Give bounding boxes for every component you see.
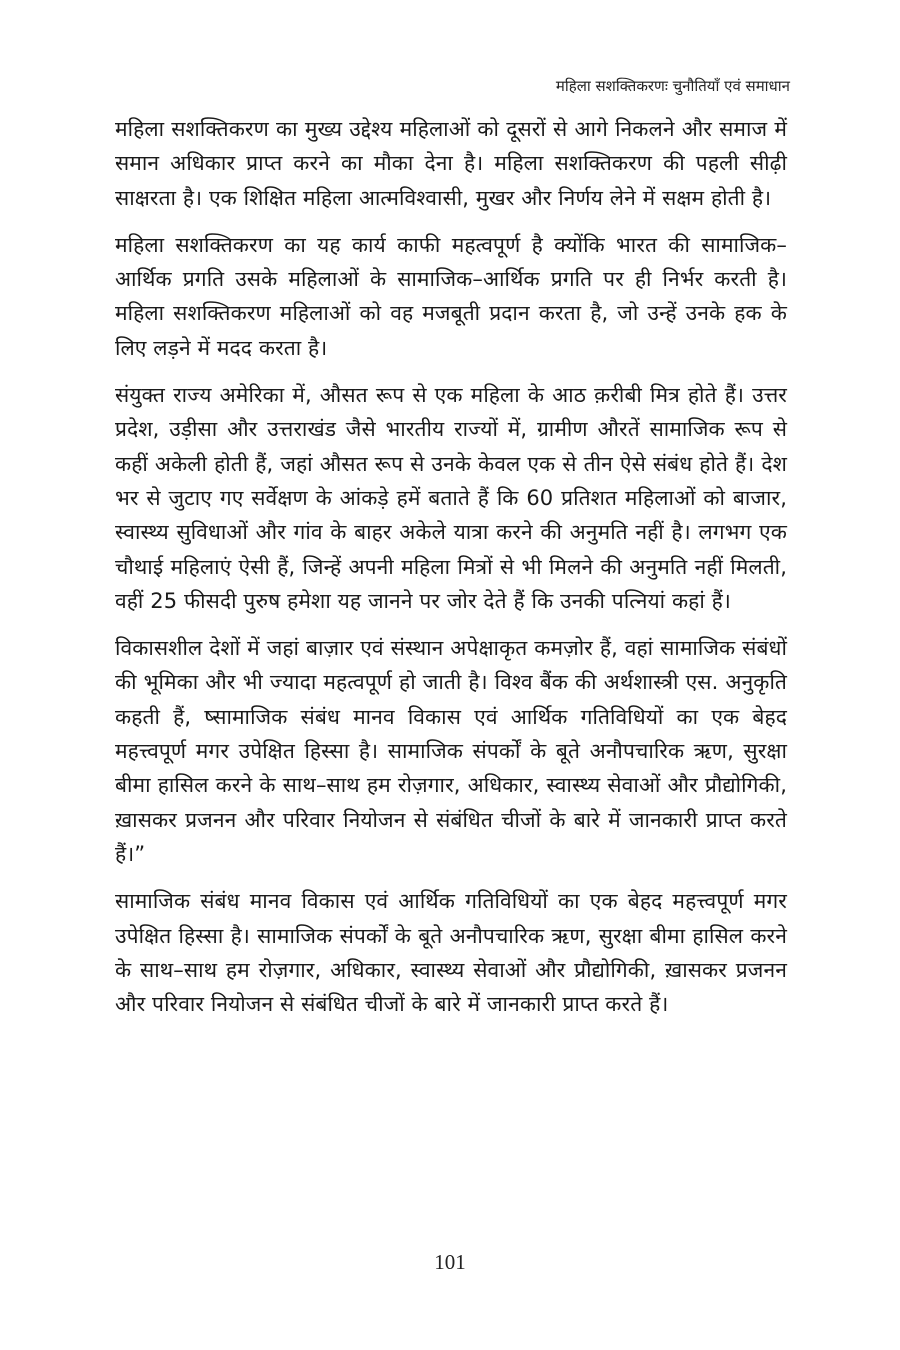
page-number: 101 [434,1250,466,1274]
paragraph-5: सामाजिक संबंध मानव विकास एवं आर्थिक गतिविधियों का एक बेहद महत्त्वपूर्ण मगर उपेक्षित हिस्सा है। सामाजिक संपर्कों के बूते अनौपचारिक ऋण, सुरक्षा बीमा हासिल करने के साथ–साथ हम रोज़गार, अधिकार, स्वास्थ्य सेवाओं और प्रौद्योगिकी, ख़ासकर प्रजनन और परिवार नियोजन से संबंधित चीजों के बारे में जानकारी प्राप्त करते हैं। [115,889,787,1017]
paragraph-4: विकासशील देशों में जहां बाज़ार एवं संस्थान अपेक्षाकृत कमज़ोर हैं, वहां सामाजिक संबंधों की भूमिका और भी ज्यादा महत्वपूर्ण हो जाती है। विश्व बैंक की अर्थशास्त्री एस. अनुकृति कहती हैं, ष्सामाजिक संबंध मानव विकास एवं आर्थिक गतिविधियों का एक बेहद महत्त्वपूर्ण मगर उपेक्षित हिस्सा है। सामाजिक संपर्कों के बूते अनौपचारिक ऋण, सुरक्षा बीमा हासिल करने के साथ–साथ हम रोज़गार, अधिकार, स्वास्थ्य सेवाओं और प्रौद्योगिकी, ख़ासकर प्रजनन और परिवार नियोजन से संबंधित चीजों के बारे में जानकारी प्राप्त करते हैं।” [115,636,787,866]
running-header: महिला सशक्तिकरणः चुनौतियाँ एवं समाधान [555,77,790,95]
page-body [115,112,787,1034]
paragraph-3: संयुक्त राज्य अमेरिका में, औसत रूप से एक महिला के आठ क़रीबी मित्र होते हैं। उत्तर प्रदेश, उड़ीसा और उत्तराखंड जैसे भारतीय राज्यों में, ग्रामीण औरतें सामाजिक रूप से कहीं अकेली होती हैं, जहां औसत रूप से उनके केवल एक से तीन ऐसे संबंध होते हैं। देश भर से जुटाए गए सर्वेक्षण के आंकड़े हमें बताते हैं कि 60 प्रतिशत महिलाओं को बाजार, स्वास्थ्य सुविधाओं और गांव के बाहर अकेले यात्रा करने की अनुमति नहीं है। लगभग एक चौथाई महिलाएं ऐसी हैं, जिन्हें अपनी महिला मित्रों से भी मिलने की अनुमति नहीं मिलती, वहीं 25 फीसदी पुरुष हमेशा यह जानने पर जोर देते हैं कि उनकी पत्नियां कहां हैं। [115,383,787,613]
paragraph-2: महिला सशक्तिकरण का यह कार्य काफी महत्वपूर्ण है क्योंकि भारत की सामाजिक–आर्थिक प्रगति उसके महिलाओं के सामाजिक–आर्थिक प्रगति पर ही निर्भर करती है। महिला सशक्तिकरण महिलाओं को वह मजबूती प्रदान करता है, जो उन्हें उनके हक के लिए लड़ने में मदद करता है। [115,232,787,360]
paragraph-1: महिला सशक्तिकरण का मुख्य उद्देश्य महिलाओं को दूसरों से आगे निकलने और समाज में समान अधिकार प्राप्त करने का मौका देना है। महिला सशक्तिकरण की पहली सीढ़ी साक्षरता है। एक शिक्षित महिला आत्मविश्वासी, मुखर और निर्णय लेने में सक्षम होती है। [115,117,787,210]
